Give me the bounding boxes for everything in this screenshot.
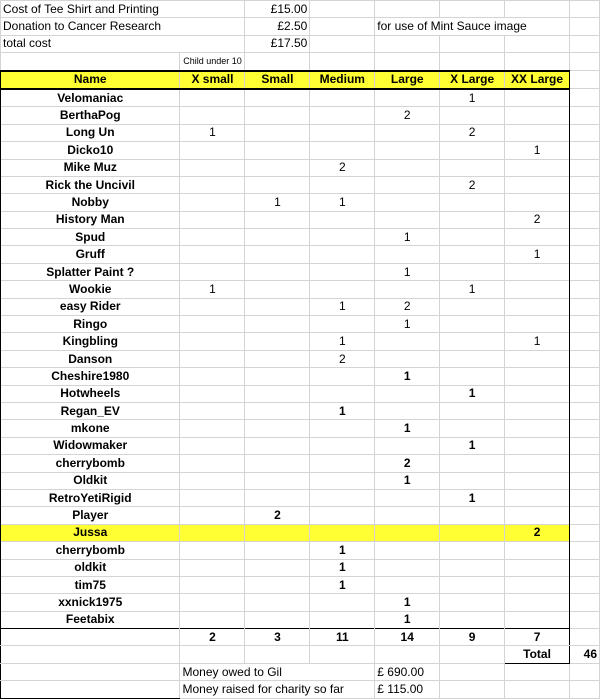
cell-qty[interactable] xyxy=(180,507,245,524)
cell-qty[interactable] xyxy=(310,472,375,489)
cell-name[interactable]: mkone xyxy=(1,420,180,437)
cell-name[interactable]: Cheshire1980 xyxy=(1,368,180,385)
cell-qty[interactable] xyxy=(180,263,245,280)
cell-qty[interactable] xyxy=(310,211,375,228)
cell-qty[interactable] xyxy=(440,524,505,541)
cell-qty[interactable]: 1 xyxy=(375,229,440,246)
table-row xyxy=(1,350,600,367)
cell-qty[interactable] xyxy=(180,594,245,611)
cell-qty[interactable] xyxy=(310,316,375,333)
cell-qty[interactable] xyxy=(440,107,505,124)
cell-qty[interactable] xyxy=(505,385,570,402)
cell-qty[interactable] xyxy=(245,524,310,541)
cell-qty[interactable] xyxy=(245,176,310,193)
cell-qty[interactable] xyxy=(505,559,570,576)
cell-qty[interactable] xyxy=(440,576,505,593)
cell-qty[interactable] xyxy=(245,124,310,141)
cell-qty[interactable] xyxy=(375,89,440,107)
cell-qty[interactable] xyxy=(245,437,310,454)
money-value[interactable]: £ 115.00 xyxy=(375,681,440,698)
cell-name[interactable]: BerthaPog xyxy=(1,107,180,124)
cell-qty[interactable] xyxy=(180,559,245,576)
total-label[interactable]: Total xyxy=(505,646,570,663)
cell-qty[interactable]: 1 xyxy=(180,281,245,298)
cell-qty[interactable] xyxy=(440,420,505,437)
cell-qty[interactable]: 1 xyxy=(375,263,440,280)
cell-qty[interactable] xyxy=(375,124,440,141)
cell-qty[interactable] xyxy=(180,542,245,559)
cell-qty[interactable] xyxy=(375,281,440,298)
cell-qty[interactable]: 1 xyxy=(375,611,440,628)
cell-name[interactable]: Ringo xyxy=(1,316,180,333)
cell-qty[interactable] xyxy=(375,524,440,541)
cell-qty[interactable] xyxy=(505,402,570,419)
cell-qty[interactable] xyxy=(245,385,310,402)
cell-total[interactable]: 11 xyxy=(310,629,375,646)
cell-qty[interactable] xyxy=(440,611,505,628)
cell-qty[interactable] xyxy=(180,455,245,472)
cell-name[interactable]: Spud xyxy=(1,229,180,246)
table-row xyxy=(1,107,600,124)
cell-qty[interactable]: 1 xyxy=(245,194,310,211)
cell-qty[interactable] xyxy=(505,176,570,193)
cell-qty[interactable] xyxy=(180,246,245,263)
header-row xyxy=(1,71,600,89)
cell-qty[interactable] xyxy=(245,107,310,124)
header-xsmall[interactable]: X small xyxy=(180,71,245,89)
cell-qty[interactable] xyxy=(180,385,245,402)
cell-qty[interactable] xyxy=(440,455,505,472)
cell-qty[interactable]: 1 xyxy=(310,194,375,211)
cell-qty[interactable] xyxy=(505,594,570,611)
cell-qty[interactable] xyxy=(375,402,440,419)
cell-qty[interactable]: 1 xyxy=(310,542,375,559)
cell-qty[interactable]: 2 xyxy=(440,176,505,193)
cell-qty[interactable]: 2 xyxy=(310,159,375,176)
cell-qty[interactable] xyxy=(440,194,505,211)
table-row xyxy=(1,524,600,541)
cell-qty[interactable] xyxy=(310,107,375,124)
cell-qty[interactable] xyxy=(375,211,440,228)
cell-qty[interactable] xyxy=(180,211,245,228)
cell-qty[interactable] xyxy=(375,333,440,350)
cell-qty[interactable] xyxy=(310,507,375,524)
cell-qty[interactable] xyxy=(375,194,440,211)
cell-qty[interactable] xyxy=(310,89,375,107)
cell-qty[interactable] xyxy=(440,316,505,333)
cell-qty[interactable]: 1 xyxy=(440,281,505,298)
cell-qty[interactable]: 1 xyxy=(310,559,375,576)
cell-name[interactable]: RetroYetiRigid xyxy=(1,489,180,506)
table-row xyxy=(1,542,600,559)
cell-qty[interactable]: 1 xyxy=(310,298,375,315)
cell-qty[interactable] xyxy=(180,420,245,437)
table-row xyxy=(1,385,600,402)
grand-total-row xyxy=(1,646,600,663)
cell-qty[interactable] xyxy=(505,507,570,524)
table-row xyxy=(1,176,600,193)
cell-qty[interactable] xyxy=(505,437,570,454)
cell-qty[interactable] xyxy=(180,107,245,124)
cell-qty[interactable] xyxy=(375,142,440,159)
table-row xyxy=(1,402,600,419)
child-note[interactable]: Child under 10 xyxy=(180,53,245,71)
cell-qty[interactable] xyxy=(310,124,375,141)
cell-qty[interactable] xyxy=(440,263,505,280)
cell-label[interactable]: Cost of Tee Shirt and Printing xyxy=(1,1,245,18)
cell-qty[interactable] xyxy=(245,89,310,107)
cell-qty[interactable] xyxy=(310,420,375,437)
cell-qty[interactable]: 1 xyxy=(375,368,440,385)
cell-qty[interactable]: 1 xyxy=(505,246,570,263)
cell-qty[interactable]: 1 xyxy=(180,124,245,141)
table-row xyxy=(1,89,600,107)
cell-label[interactable]: total cost xyxy=(1,35,245,52)
table-row xyxy=(1,229,600,246)
cell-qty[interactable] xyxy=(505,489,570,506)
cell-name[interactable]: Mike Muz xyxy=(1,159,180,176)
total-value[interactable]: 46 xyxy=(570,646,600,663)
cell-qty[interactable] xyxy=(245,489,310,506)
money-value[interactable]: £ 690.00 xyxy=(375,663,440,680)
cell-qty[interactable] xyxy=(245,402,310,419)
cell-qty[interactable] xyxy=(505,350,570,367)
cell-qty[interactable] xyxy=(245,263,310,280)
cell-name[interactable]: Danson xyxy=(1,350,180,367)
table-row xyxy=(1,194,600,211)
cell-name[interactable]: xxnick1975 xyxy=(1,594,180,611)
cost-row-3 xyxy=(1,35,600,52)
table-row xyxy=(1,455,600,472)
cell-qty[interactable] xyxy=(180,229,245,246)
cost-row-1 xyxy=(1,1,600,18)
cell-qty[interactable] xyxy=(310,142,375,159)
cell-total[interactable]: 14 xyxy=(375,629,440,646)
cell-qty[interactable] xyxy=(505,107,570,124)
cell-qty[interactable] xyxy=(440,142,505,159)
cell-qty[interactable] xyxy=(245,542,310,559)
cell-qty[interactable] xyxy=(245,298,310,315)
cell-value[interactable]: £15.00 xyxy=(245,1,310,18)
cell-qty[interactable] xyxy=(245,281,310,298)
cell-qty[interactable] xyxy=(180,159,245,176)
cell-qty[interactable] xyxy=(180,142,245,159)
cell-qty[interactable] xyxy=(440,333,505,350)
cell-value[interactable]: £2.50 xyxy=(245,18,310,35)
cell-qty[interactable] xyxy=(310,263,375,280)
cell-name[interactable]: Feetabix xyxy=(1,611,180,628)
table-row xyxy=(1,368,600,385)
table-row xyxy=(1,159,600,176)
cell-qty[interactable] xyxy=(310,281,375,298)
cell-qty[interactable] xyxy=(310,594,375,611)
table-row xyxy=(1,142,600,159)
cell-qty[interactable] xyxy=(245,229,310,246)
table-row xyxy=(1,472,600,489)
cell-qty[interactable] xyxy=(245,316,310,333)
cell-qty[interactable] xyxy=(375,542,440,559)
cell-qty[interactable] xyxy=(440,298,505,315)
child-note-row xyxy=(1,53,600,71)
cell-qty[interactable] xyxy=(180,576,245,593)
cell-qty[interactable] xyxy=(375,576,440,593)
cell-qty[interactable] xyxy=(375,559,440,576)
cell-qty[interactable] xyxy=(180,316,245,333)
cell-qty[interactable]: 1 xyxy=(375,472,440,489)
cell-qty[interactable]: 2 xyxy=(505,524,570,541)
header-medium[interactable]: Medium xyxy=(310,71,375,89)
cell-qty[interactable] xyxy=(375,246,440,263)
cell-qty[interactable]: 2 xyxy=(310,350,375,367)
cell-name[interactable]: tim75 xyxy=(1,576,180,593)
cell-qty[interactable]: 1 xyxy=(310,333,375,350)
cell-qty[interactable] xyxy=(310,611,375,628)
cell-label[interactable]: Donation to Cancer Research xyxy=(1,18,245,35)
cell-qty[interactable] xyxy=(375,385,440,402)
money-label[interactable]: Money owed to Gil xyxy=(180,663,375,680)
cell-qty[interactable]: 2 xyxy=(440,124,505,141)
totals-row xyxy=(1,629,600,646)
table-row xyxy=(1,559,600,576)
cell-qty[interactable] xyxy=(310,176,375,193)
cell-qty[interactable] xyxy=(375,159,440,176)
cell-qty[interactable]: 2 xyxy=(375,107,440,124)
cell-qty[interactable] xyxy=(440,559,505,576)
cell-qty[interactable] xyxy=(310,455,375,472)
cell-qty[interactable] xyxy=(180,89,245,107)
cell-qty[interactable] xyxy=(180,472,245,489)
cell-name[interactable]: Splatter Paint ? xyxy=(1,263,180,280)
cell-name[interactable]: cherrybomb xyxy=(1,455,180,472)
cell-qty[interactable] xyxy=(505,472,570,489)
cell-qty[interactable] xyxy=(310,229,375,246)
cell-qty[interactable]: 1 xyxy=(505,142,570,159)
cell-qty[interactable]: 1 xyxy=(440,437,505,454)
table-row xyxy=(1,333,600,350)
cell-qty[interactable] xyxy=(375,176,440,193)
cell-qty[interactable]: 2 xyxy=(245,507,310,524)
cell-qty[interactable] xyxy=(245,211,310,228)
cell-qty[interactable] xyxy=(180,437,245,454)
cell-qty[interactable]: 1 xyxy=(310,576,375,593)
cell-qty[interactable] xyxy=(245,472,310,489)
table-row xyxy=(1,263,600,280)
cell-qty[interactable]: 1 xyxy=(375,420,440,437)
cell-qty[interactable]: 1 xyxy=(440,489,505,506)
header-xxlarge[interactable]: XX Large xyxy=(505,71,570,89)
cell-qty[interactable] xyxy=(180,194,245,211)
table-row xyxy=(1,420,600,437)
cell-qty[interactable]: 1 xyxy=(440,385,505,402)
table-row xyxy=(1,246,600,263)
cell-name[interactable]: Nobby xyxy=(1,194,180,211)
cell-qty[interactable] xyxy=(505,455,570,472)
cell-qty[interactable] xyxy=(440,402,505,419)
cell-name[interactable]: easy Rider xyxy=(1,298,180,315)
cell-qty[interactable] xyxy=(180,368,245,385)
cell-qty[interactable] xyxy=(245,159,310,176)
cell-name[interactable]: Regan_EV xyxy=(1,402,180,419)
cell-qty[interactable] xyxy=(245,594,310,611)
cell-qty[interactable] xyxy=(505,368,570,385)
cell-qty[interactable]: 1 xyxy=(310,402,375,419)
cell-name[interactable]: oldkit xyxy=(1,559,180,576)
cell-value[interactable]: £17.50 xyxy=(245,35,310,52)
cell-qty[interactable] xyxy=(245,455,310,472)
cell-qty[interactable] xyxy=(245,350,310,367)
cell-qty[interactable] xyxy=(440,350,505,367)
cell-qty[interactable] xyxy=(245,333,310,350)
cell-qty[interactable] xyxy=(505,298,570,315)
cell-qty[interactable] xyxy=(440,542,505,559)
cell-qty[interactable] xyxy=(310,524,375,541)
cell-qty[interactable] xyxy=(505,89,570,107)
cell-name[interactable]: Jussa xyxy=(1,524,180,541)
money-label[interactable]: Money raised for charity so far xyxy=(180,681,375,698)
cell-qty[interactable] xyxy=(245,420,310,437)
cell-qty[interactable] xyxy=(505,420,570,437)
cell-qty[interactable] xyxy=(505,159,570,176)
cell-qty[interactable]: 1 xyxy=(375,316,440,333)
header-name[interactable]: Name xyxy=(1,71,180,89)
cell-qty[interactable] xyxy=(440,229,505,246)
cell-qty[interactable] xyxy=(505,124,570,141)
table-row xyxy=(1,281,600,298)
cell-qty[interactable] xyxy=(440,159,505,176)
cell-qty[interactable] xyxy=(180,402,245,419)
cell-qty[interactable]: 2 xyxy=(375,455,440,472)
cell-qty[interactable] xyxy=(505,542,570,559)
cell-qty[interactable] xyxy=(505,281,570,298)
cell-name[interactable]: Player xyxy=(1,507,180,524)
cell-qty[interactable] xyxy=(505,229,570,246)
table-row xyxy=(1,594,600,611)
cell-qty[interactable] xyxy=(375,350,440,367)
header-large[interactable]: Large xyxy=(375,71,440,89)
cell-qty[interactable] xyxy=(180,176,245,193)
cell-qty[interactable]: 2 xyxy=(375,298,440,315)
cell-qty[interactable] xyxy=(375,507,440,524)
cell-qty[interactable] xyxy=(505,316,570,333)
cell-qty[interactable] xyxy=(310,368,375,385)
cell-qty[interactable] xyxy=(505,194,570,211)
cell-qty[interactable] xyxy=(180,611,245,628)
cell-name[interactable]: History Man xyxy=(1,211,180,228)
cell-qty[interactable]: 1 xyxy=(505,333,570,350)
cell-name[interactable]: Velomaniac xyxy=(1,89,180,107)
cell-qty[interactable]: 1 xyxy=(375,594,440,611)
cell-qty[interactable] xyxy=(310,489,375,506)
cell-qty[interactable] xyxy=(375,489,440,506)
cell-name[interactable]: Wookie xyxy=(1,281,180,298)
table-row xyxy=(1,507,600,524)
table-row xyxy=(1,489,600,506)
cell-name[interactable]: Gruff xyxy=(1,246,180,263)
cell-qty[interactable] xyxy=(440,472,505,489)
cell-qty[interactable] xyxy=(440,211,505,228)
table-row xyxy=(1,124,600,141)
cell-qty[interactable]: 1 xyxy=(440,89,505,107)
cell-qty[interactable] xyxy=(180,333,245,350)
cell-note[interactable]: for use of Mint Sauce image xyxy=(375,18,570,35)
cell-qty[interactable] xyxy=(310,437,375,454)
cell-total[interactable]: 2 xyxy=(180,629,245,646)
cell-qty[interactable] xyxy=(245,142,310,159)
money-charity-row xyxy=(1,681,600,698)
table-row xyxy=(1,316,600,333)
cell-qty[interactable] xyxy=(440,507,505,524)
table-row xyxy=(1,576,600,593)
cell-qty[interactable]: 2 xyxy=(505,211,570,228)
cell-name[interactable]: Long Un xyxy=(1,124,180,141)
table-row xyxy=(1,298,600,315)
header-small[interactable]: Small xyxy=(245,71,310,89)
cell-name[interactable]: Hotwheels xyxy=(1,385,180,402)
cell-qty[interactable] xyxy=(505,263,570,280)
cell-qty[interactable] xyxy=(245,559,310,576)
cell-qty[interactable] xyxy=(440,594,505,611)
cell-total[interactable]: 3 xyxy=(245,629,310,646)
cell-qty[interactable] xyxy=(310,246,375,263)
cell-qty[interactable] xyxy=(245,576,310,593)
cell-qty[interactable] xyxy=(245,246,310,263)
cell-qty[interactable] xyxy=(505,576,570,593)
cell-qty[interactable] xyxy=(180,298,245,315)
header-xlarge[interactable]: X Large xyxy=(440,71,505,89)
cell-total[interactable]: 7 xyxy=(505,629,570,646)
cell-qty[interactable] xyxy=(180,489,245,506)
cost-row-2 xyxy=(1,18,600,35)
cell-qty[interactable] xyxy=(375,437,440,454)
cell-qty[interactable] xyxy=(245,368,310,385)
cell-qty[interactable] xyxy=(310,385,375,402)
table-row xyxy=(1,211,600,228)
cell-qty[interactable] xyxy=(440,368,505,385)
cell-name[interactable]: Widowmaker xyxy=(1,437,180,454)
cell-qty[interactable] xyxy=(505,611,570,628)
cell-name[interactable]: Dicko10 xyxy=(1,142,180,159)
cell-name[interactable]: Kingbling xyxy=(1,333,180,350)
cell-name[interactable]: Rick the Uncivil xyxy=(1,176,180,193)
cell-name[interactable]: Oldkit xyxy=(1,472,180,489)
cell-qty[interactable] xyxy=(180,350,245,367)
cell-qty[interactable] xyxy=(180,524,245,541)
cell-total[interactable]: 9 xyxy=(440,629,505,646)
money-owed-row xyxy=(1,663,600,680)
cell-name[interactable]: cherrybomb xyxy=(1,542,180,559)
cell-qty[interactable] xyxy=(440,246,505,263)
table-row xyxy=(1,437,600,454)
table-row xyxy=(1,611,600,628)
cell-qty[interactable] xyxy=(245,611,310,628)
